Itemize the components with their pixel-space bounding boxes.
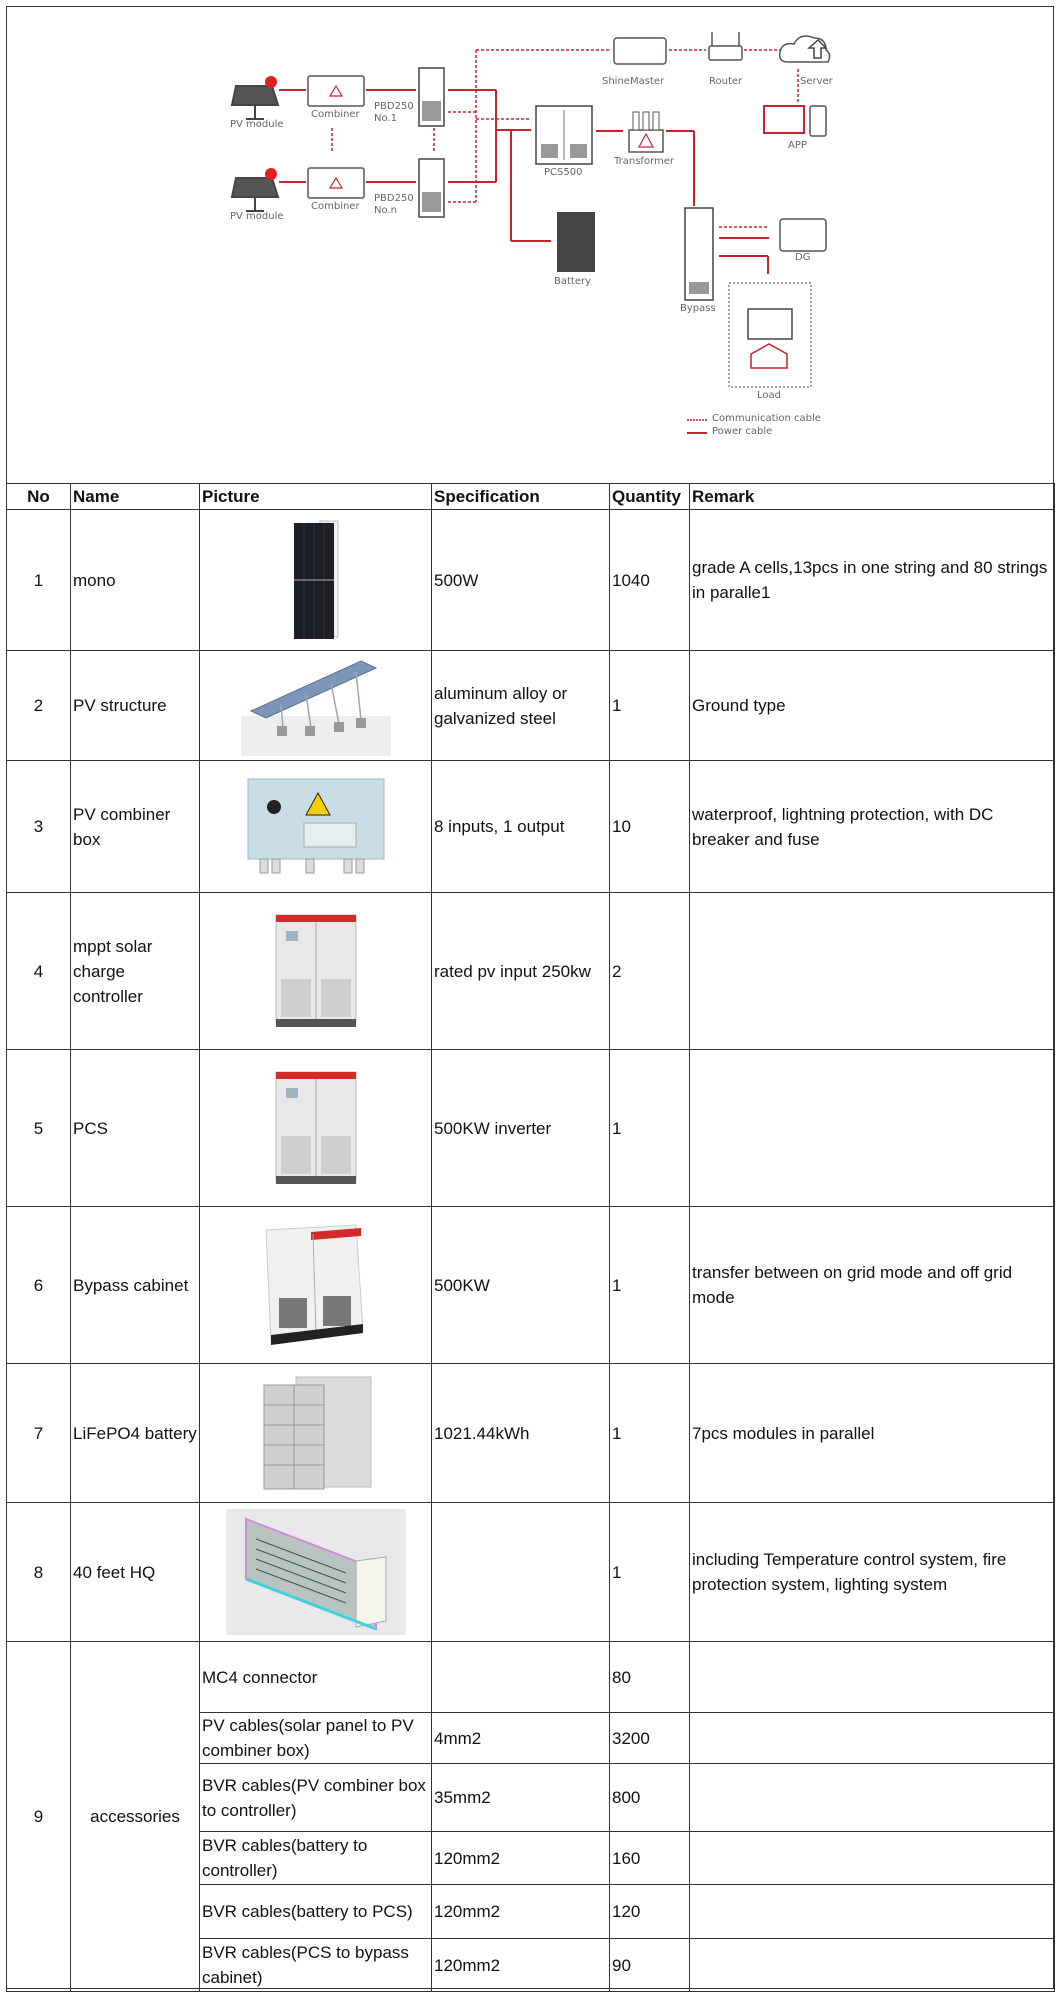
cell-no: 5 [7,1050,71,1207]
cell-name: mono [71,510,200,651]
cell-quantity: 120 [610,1885,690,1939]
cell-item: BVR cables(battery to controller) [200,1832,432,1885]
table-row [7,1503,1055,1642]
cell-quantity: 1 [610,1050,690,1207]
container-image [226,1509,406,1635]
dg-label: DG [795,252,811,263]
pv-combiner-box-image [246,777,386,877]
cell-remark: grade A cells,13pcs in one string and 80 strings in paralle1 [690,510,1055,651]
wiring-diagram-graphic [6,6,1054,483]
system-wiring-diagram [6,6,1054,483]
table-row [7,1207,1055,1364]
cell-remark [690,1885,1055,1939]
combiner-label-2: Combiner [311,201,360,212]
cell-quantity: 1 [610,1503,690,1642]
cell-name: PCS [71,1050,200,1207]
cell-item: BVR cables(PCS to bypass cabinet) [200,1939,432,1992]
cell-remark: Ground type [690,651,1055,761]
header-name: Name [71,484,200,510]
equipment-list-table [6,483,1055,1992]
cell-quantity: 2 [610,893,690,1050]
header-remark: Remark [690,484,1055,510]
cell-quantity: 1 [610,651,690,761]
cell-remark: 7pcs modules in parallel [690,1364,1055,1503]
cell-remark [690,1713,1055,1764]
cell-item: BVR cables(PV combiner box to controller) [200,1764,432,1832]
cell-no: 9 [7,1642,71,1992]
cell-picture [200,1050,432,1207]
cell-picture [200,510,432,651]
cell-quantity: 1 [610,1207,690,1364]
cell-specification: aluminum alloy or galvanized steel [432,651,610,761]
pbd-non-label: PBD250 [374,193,414,204]
cell-specification [432,1642,610,1713]
cell-picture [200,1364,432,1503]
cell-no: 7 [7,1364,71,1503]
pv-mounting-structure-image [241,656,391,756]
legend-communication-cable: Communication cable [712,413,821,424]
shinemaster-label: ShineMaster [602,76,665,87]
cell-remark [690,1764,1055,1832]
cell-remark [690,1050,1055,1207]
cell-no: 2 [7,651,71,761]
table-row [7,510,1055,651]
controller-cabinet-image [271,909,361,1034]
cell-quantity: 160 [610,1832,690,1885]
server-label: Server [800,76,833,87]
cell-remark: including Temperature control system, fire protection system, lighting system [690,1503,1055,1642]
cell-specification: 120mm2 [432,1885,610,1939]
pcs-cabinet-image [271,1066,361,1191]
cell-quantity: 1040 [610,510,690,651]
cell-remark [690,1939,1055,1992]
cell-no: 8 [7,1503,71,1642]
cell-name: 40 feet HQ [71,1503,200,1642]
cell-specification: 35mm2 [432,1764,610,1832]
cell-specification: 500W [432,510,610,651]
app-label: APP [788,140,807,151]
cell-specification: 4mm2 [432,1713,610,1764]
cell-quantity: 3200 [610,1713,690,1764]
cell-no: 6 [7,1207,71,1364]
router-label: Router [709,76,743,87]
cell-name: accessories [71,1642,200,1992]
cell-remark: waterproof, lightning protection, with DC breaker and fuse [690,761,1055,893]
legend-power-cable: Power cable [712,426,773,437]
pbd-no1-label: PBD250 [374,101,414,112]
table-header-row [7,484,1055,510]
cell-remark [690,1642,1055,1713]
bypass-cabinet-image [261,1220,371,1350]
cell-specification: 8 inputs, 1 output [432,761,610,893]
pv-module-label-1: PV module [230,119,284,130]
cell-no: 1 [7,510,71,651]
cell-remark [690,1832,1055,1885]
table-row [7,651,1055,761]
cell-specification: 500KW inverter [432,1050,610,1207]
pbd-no1-sublabel: No.1 [374,113,397,124]
cell-picture [200,1503,432,1642]
cell-name: PV combiner box [71,761,200,893]
header-no: No [7,484,71,510]
cell-quantity: 80 [610,1642,690,1713]
cell-quantity: 90 [610,1939,690,1992]
header-quantity: Quantity [610,484,690,510]
cell-remark [690,893,1055,1050]
bypass-label: Bypass [680,303,716,314]
table-row [7,761,1055,893]
cell-name: Bypass cabinet [71,1207,200,1364]
table-row [7,1364,1055,1503]
cell-specification: 1021.44kWh [432,1364,610,1503]
cell-item: BVR cables(battery to PCS) [200,1885,432,1939]
cell-item: MC4 connector [200,1642,432,1713]
header-specification: Specification [432,484,610,510]
cell-picture [200,761,432,893]
battery-label: Battery [554,276,592,287]
cell-picture [200,1207,432,1364]
accessory-row [7,1642,1055,1713]
cell-name: LiFePO4 battery [71,1364,200,1503]
cell-no: 3 [7,761,71,893]
pbd-non-sublabel: No.n [374,205,397,216]
battery-rack-image [256,1371,376,1496]
header-picture: Picture [200,484,432,510]
cell-quantity: 800 [610,1764,690,1832]
cell-specification: 120mm2 [432,1939,610,1992]
cell-remark: transfer between on grid mode and off grid mode [690,1207,1055,1364]
cell-name: mppt solar charge controller [71,893,200,1050]
cell-quantity: 10 [610,761,690,893]
transformer-label: Transformer [614,156,675,167]
cell-name: PV structure [71,651,200,761]
pcs-label: PCS500 [544,167,583,178]
cell-specification: rated pv input 250kw [432,893,610,1050]
cell-no: 4 [7,893,71,1050]
cell-picture [200,893,432,1050]
cell-specification: 500KW [432,1207,610,1364]
cell-picture [200,651,432,761]
cell-specification [432,1503,610,1642]
load-label: Load [757,390,781,401]
cell-specification: 120mm2 [432,1832,610,1885]
cell-item: PV cables(solar panel to PV combiner box) [200,1713,432,1764]
pv-module-label-2: PV module [230,211,284,222]
table-row [7,1050,1055,1207]
solar-panel-image [276,518,356,643]
cell-quantity: 1 [610,1364,690,1503]
combiner-label-1: Combiner [311,109,360,120]
table-row [7,893,1055,1050]
